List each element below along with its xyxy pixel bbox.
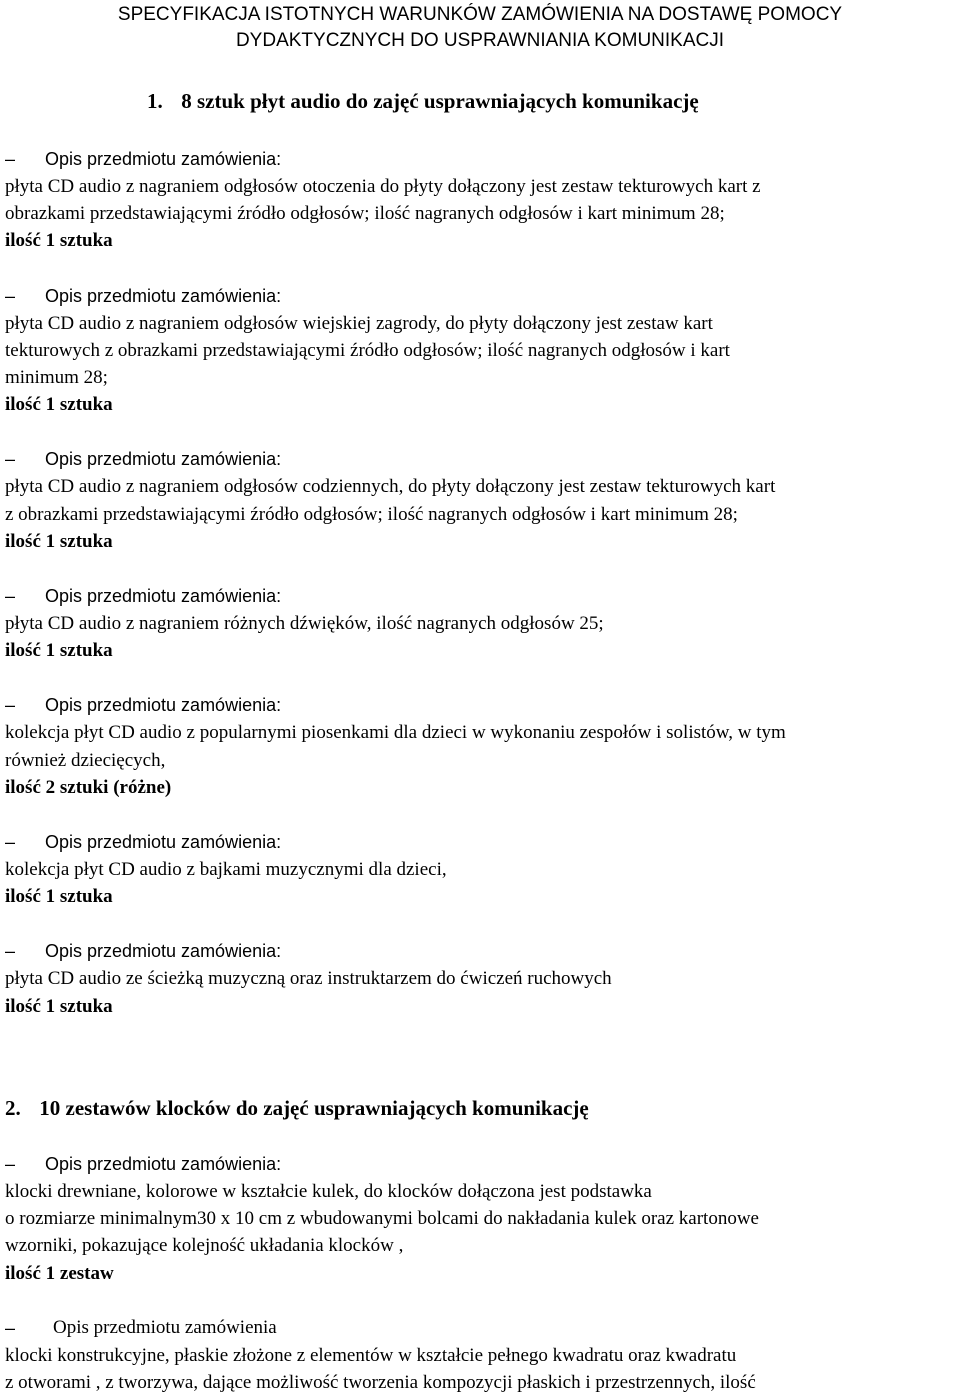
item-heading-label: Opis przedmiotu zamówienia:: [45, 449, 282, 470]
dash-bullet: –: [5, 832, 16, 853]
description-line: płyta CD audio z nagraniem różnych dźwięków, ilość nagranych odgłosów 25;: [5, 613, 604, 635]
dash-bullet: –: [5, 1317, 16, 1338]
item-quantity: ilość 1 sztuka: [5, 640, 113, 662]
item-heading-label: Opis przedmiotu zamówienia:: [45, 1154, 282, 1174]
section-2-title: [5, 1094, 589, 1122]
item-description: [5, 1178, 957, 1260]
item-description: [5, 856, 957, 883]
item-heading-label: Opis przedmiotu zamówienia:: [45, 941, 282, 962]
item-heading: [5, 828, 957, 856]
item-heading: [5, 582, 957, 610]
order-item: [5, 1150, 957, 1287]
order-item: [5, 1314, 957, 1396]
item-heading-label: Opis przedmiotu zamówienia:: [45, 832, 282, 853]
item-quantity: ilość 1 zestaw: [5, 1262, 114, 1284]
order-item: [5, 145, 957, 255]
document-header: [0, 2, 960, 54]
description-line: obrazkami przedstawiającymi źródło odgłosów; ilość nagranych odgłosów i kart minimum 28;: [5, 203, 725, 225]
order-item: [5, 282, 957, 419]
item-heading: [5, 282, 957, 310]
order-item: [5, 582, 957, 664]
description-line: z otworami , z tworzywa, dające możliwość tworzenia kompozycji płaskich i przestrzennych, ilość: [5, 1372, 756, 1394]
dash-bullet: –: [5, 285, 16, 306]
item-heading: [5, 1314, 957, 1342]
item-quantity: ilość 1 sztuka: [5, 530, 113, 552]
description-line: płyta CD audio z nagraniem odgłosów otoczenia do płyty dołączony jest zestaw tekturowych kart z: [5, 176, 761, 197]
order-item: [5, 445, 957, 555]
description-line: wzorniki, pokazujące kolejność układania klocków ,: [5, 1235, 404, 1257]
dash-bullet: –: [5, 941, 16, 962]
section-title-text: 8 sztuk płyt audio do zajęć usprawniających komunikację: [181, 89, 699, 113]
description-line: kolekcja płyt CD audio z bajkami muzycznymi dla dzieci,: [5, 859, 447, 881]
description-line: z obrazkami przedstawiającymi źródło odgłosów; ilość nagranych odgłosów i kart minimum 28;: [5, 503, 738, 525]
item-quantity: ilość 1 sztuka: [5, 394, 113, 416]
item-heading: [5, 691, 957, 719]
item-heading-label: Opis przedmiotu zamówienia:: [45, 586, 282, 607]
item-heading: [5, 445, 957, 473]
order-item: [5, 828, 957, 910]
description-line: tekturowych z obrazkami przedstawiającymi źródło odgłosów; ilość nagranych odgłosów i kart: [5, 339, 730, 361]
section-number: 2.: [5, 1096, 21, 1120]
item-heading-label: Opis przedmiotu zamówienia:: [45, 695, 282, 716]
description-line: płyta CD audio z nagraniem odgłosów wiejskiej zagrody, do płyty dołączony jest zestaw kart: [5, 312, 713, 334]
item-description: [5, 310, 957, 392]
item-description: [5, 1342, 957, 1396]
dash-bullet: –: [5, 1154, 16, 1174]
item-description: [5, 610, 957, 637]
item-quantity: ilość 1 sztuka: [5, 230, 113, 252]
header-line-2: DYDAKTYCZNYCH DO USPRAWNIANIA KOMUNIKACJI: [235, 30, 725, 51]
dash-bullet: –: [5, 149, 16, 169]
item-description: [5, 719, 957, 773]
item-description: [5, 965, 957, 992]
item-heading: [5, 937, 957, 965]
item-quantity: ilość 1 sztuka: [5, 995, 113, 1017]
item-heading: [5, 1150, 957, 1178]
item-heading: [5, 145, 957, 173]
section-number: 1.: [147, 89, 163, 113]
section-1-items: [5, 145, 957, 1020]
order-item: [5, 691, 957, 801]
description-line: minimum 28;: [5, 367, 108, 389]
description-line: płyta CD audio z nagraniem odgłosów codziennych, do płyty dołączony jest zestaw tekturowych kart: [5, 476, 776, 498]
section-title-text: 10 zestawów klocków do zajęć usprawniających komunikację: [39, 1096, 589, 1120]
item-quantity: ilość 2 sztuki (różne): [5, 776, 172, 798]
item-heading-label: Opis przedmiotu zamówienia: [53, 1316, 277, 1338]
description-line: również dziecięcych,: [5, 749, 166, 771]
item-description: [5, 173, 957, 227]
description-line: płyta CD audio ze ścieżką muzyczną oraz instruktarzem do ćwiczeń ruchowych: [5, 968, 612, 990]
item-description: [5, 473, 957, 527]
dash-bullet: –: [5, 586, 16, 607]
header-line-1: SPECYFIKACJA ISTOTNYCH WARUNKÓW ZAMÓWIENIA NA DOSTAWĘ POMOCY: [117, 4, 843, 25]
section-2-items: [5, 1150, 957, 1396]
description-line: klocki konstrukcyjne, płaskie złożone z elementów w kształcie pełnego kwadratu oraz kwadratu: [5, 1344, 737, 1366]
item-quantity: ilość 1 sztuka: [5, 886, 113, 908]
order-item: [5, 937, 957, 1019]
dash-bullet: –: [5, 449, 16, 470]
section-1-title: [147, 87, 699, 115]
description-line: o rozmiarze minimalnym30 x 10 cm z wbudowanymi bolcami do nakładania kulek oraz kartonowe: [5, 1208, 759, 1230]
description-line: klocki drewniane, kolorowe w kształcie kulek, do klocków dołączona jest podstawka: [5, 1181, 652, 1202]
dash-bullet: –: [5, 695, 16, 716]
item-heading-label: Opis przedmiotu zamówienia:: [45, 285, 282, 306]
item-heading-label: Opis przedmiotu zamówienia:: [45, 149, 282, 169]
description-line: kolekcja płyt CD audio z popularnymi piosenkami dla dzieci w wykonaniu zespołów i solistów, w tym: [5, 722, 786, 744]
